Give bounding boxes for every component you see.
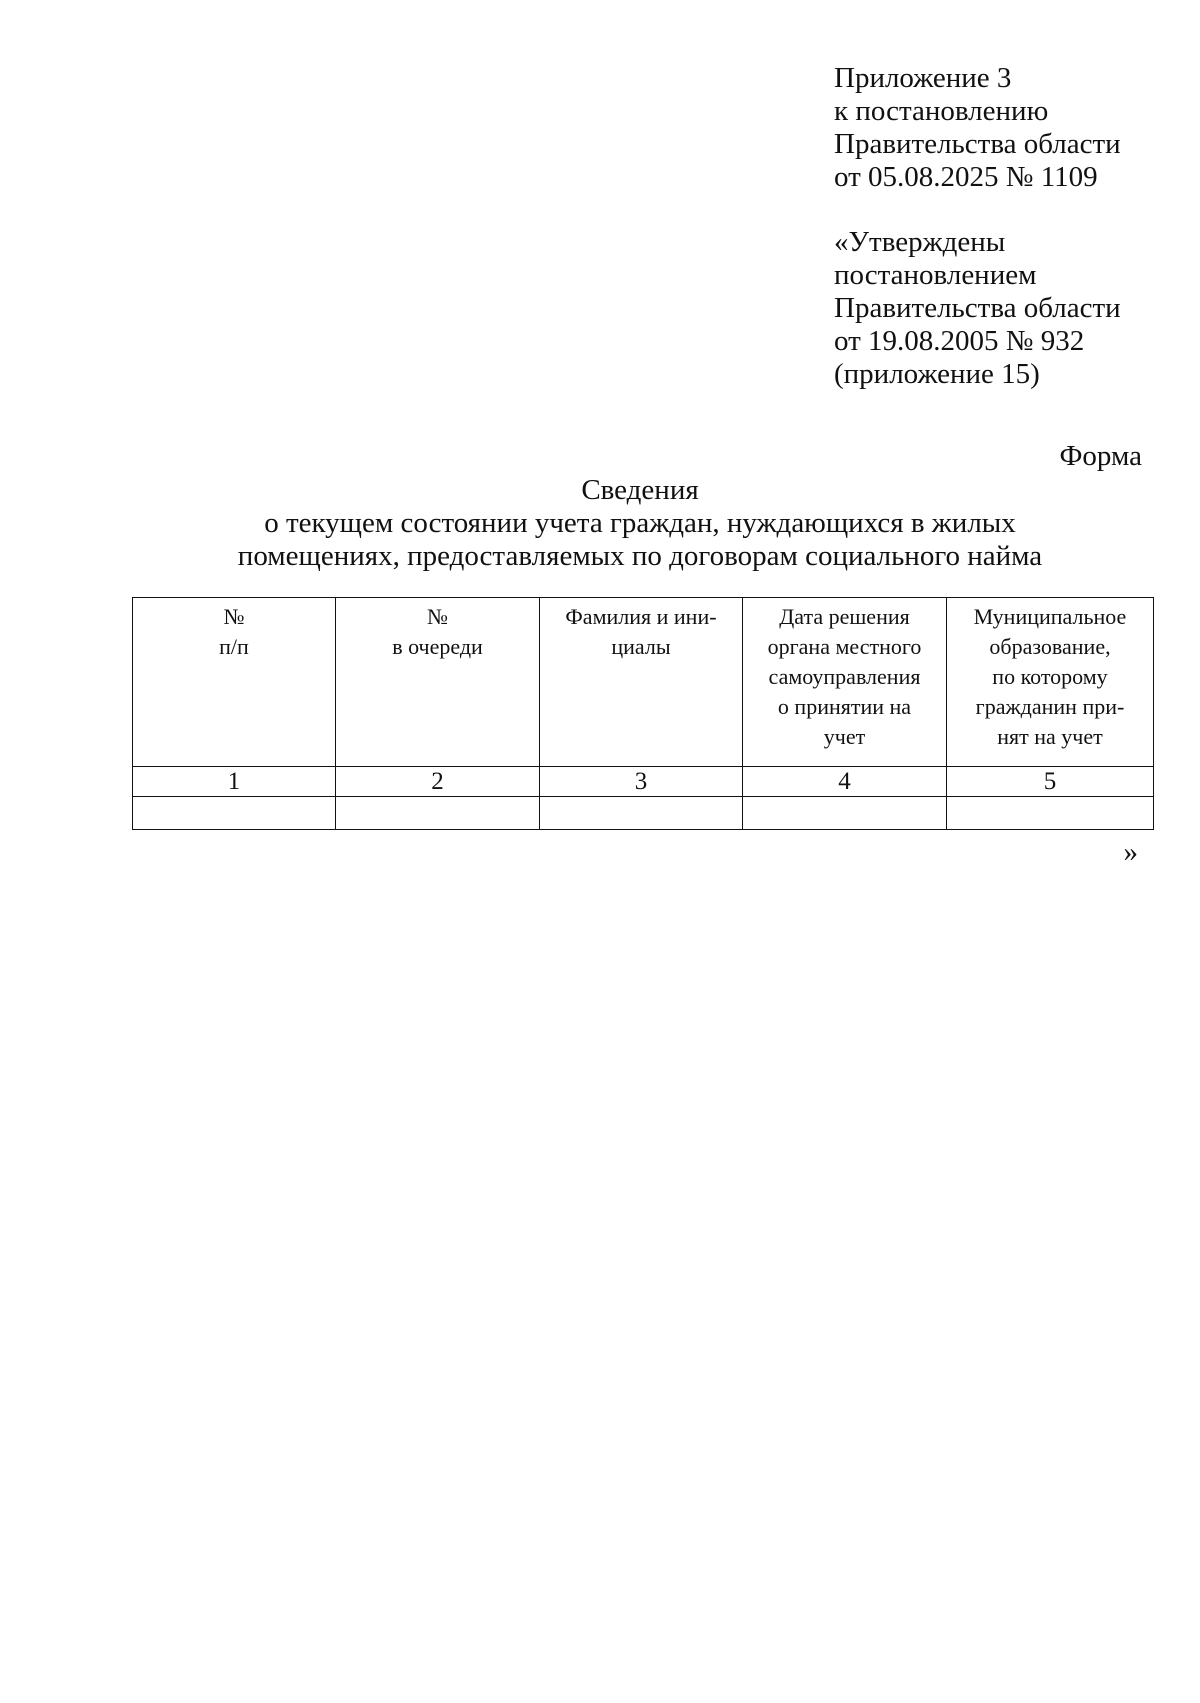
column-header: [133, 598, 336, 767]
appendix-header-line: Приложение 3: [834, 62, 1012, 94]
approval-note-line: Правительства области: [834, 292, 1121, 324]
column-header-text: Муниципальное образование, по которому гражданин при- нят на учет: [973, 604, 1127, 749]
table-cell: [947, 797, 1154, 830]
approval-note-line: от 19.08.2005 № 932: [834, 325, 1085, 357]
column-header: [743, 598, 947, 767]
column-header-text: Дата решения органа местного самоуправления о принятии на учет: [767, 604, 922, 749]
approval-note-line: «Утверждены: [834, 226, 1006, 258]
table-cell: [540, 797, 743, 830]
appendix-header-line: от 05.08.2025 № 1109: [834, 161, 1098, 193]
column-header: [947, 598, 1154, 767]
records-table-wrapper: [132, 597, 1153, 830]
approval-note: [834, 226, 1174, 391]
form-label: Форма: [1059, 440, 1142, 472]
column-number: 3: [540, 767, 743, 797]
table-cell: [743, 797, 947, 830]
document-title-line: помещениях, предоставляемых по договорам социального найма: [237, 540, 1043, 572]
appendix-header-line: к постановлению: [834, 95, 1049, 127]
records-table: [132, 597, 1154, 830]
document-title-line: Сведения: [581, 474, 699, 506]
approval-note-line: (приложение 15): [834, 358, 1040, 390]
table-header-row: [133, 598, 1154, 767]
column-number: 1: [133, 767, 336, 797]
appendix-header: [834, 62, 1174, 194]
column-number: 4: [743, 767, 947, 797]
document-title: [130, 474, 1150, 573]
column-header-text: № в очереди: [392, 604, 483, 659]
table-row: [133, 797, 1154, 830]
table-cell: [133, 797, 336, 830]
column-header-text: Фамилия и ини- циалы: [565, 604, 717, 659]
column-number: 2: [336, 767, 540, 797]
column-header: [336, 598, 540, 767]
appendix-header-line: Правительства области: [834, 128, 1121, 160]
closing-quote: »: [1123, 836, 1138, 868]
document-title-line: о текущем состоянии учета граждан, нуждающихся в жилых: [264, 507, 1016, 539]
table-cell: [336, 797, 540, 830]
column-number-row: [133, 767, 1154, 797]
approval-note-line: постановлением: [834, 259, 1037, 291]
column-header: [540, 598, 743, 767]
column-number: 5: [947, 767, 1154, 797]
column-header-text: № п/п: [219, 604, 249, 659]
